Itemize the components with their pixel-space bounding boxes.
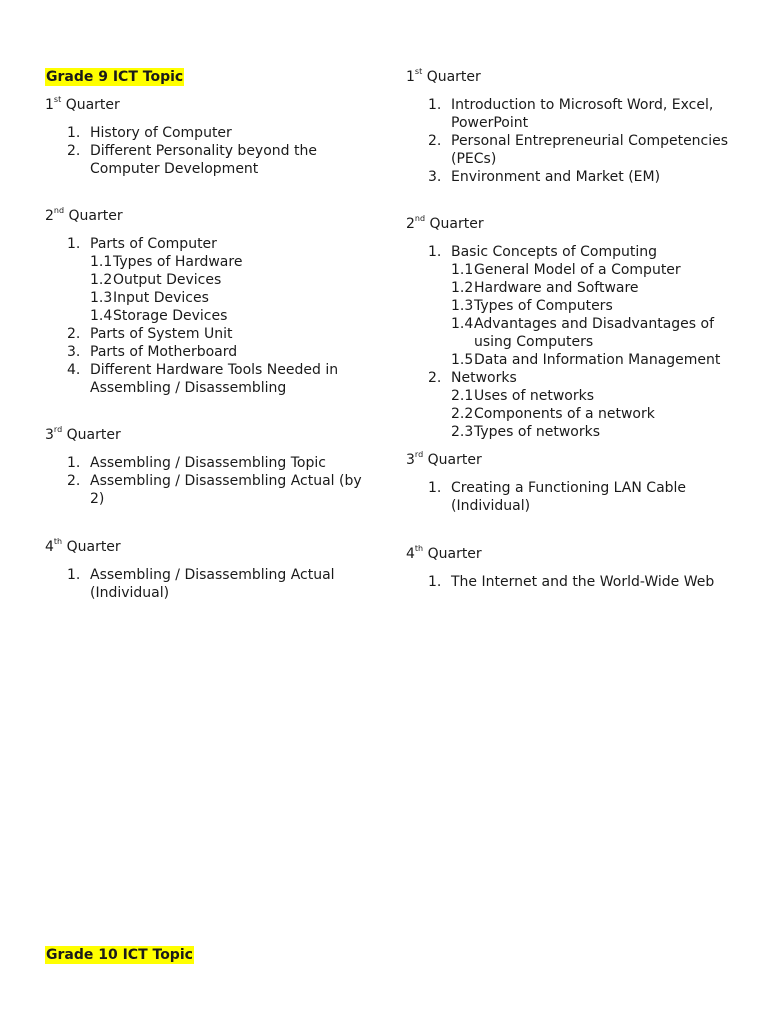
- subtopic-text: Components of a network: [474, 406, 655, 422]
- subtopic-list: [90, 253, 375, 325]
- topic-item: [406, 168, 736, 186]
- quarter-ordinal: rd: [53, 425, 63, 435]
- quarter-label: Quarter: [426, 69, 481, 85]
- topic-text: Parts of System Unit: [90, 326, 233, 342]
- quarter-heading: [406, 451, 736, 469]
- subtopic-number: 1.2: [451, 280, 474, 296]
- subtopic-item: [90, 307, 375, 325]
- quarter-heading: [45, 538, 375, 556]
- topic-item: [45, 472, 375, 508]
- subtopic-text: Uses of networks: [474, 388, 594, 404]
- topic-number: 2.: [67, 143, 81, 159]
- quarter-number: 4: [45, 539, 54, 555]
- topic-text: Parts of Motherboard: [90, 344, 238, 360]
- quarter-number: 2: [406, 216, 415, 232]
- subtopic-item: [451, 261, 736, 279]
- subtopic-text: Types of networks: [474, 424, 600, 440]
- subtopic-item: [451, 387, 736, 405]
- topic-list: [406, 96, 736, 186]
- quarter-ordinal: rd: [414, 450, 424, 460]
- topic-text: The Internet and the World-Wide Web: [451, 574, 715, 590]
- topic-number: 2.: [428, 133, 442, 149]
- subtopic-text: Types of Hardware: [113, 254, 243, 270]
- topic-text: Parts of Computer: [90, 236, 217, 252]
- topic-item: [45, 124, 375, 142]
- topic-item: [406, 243, 736, 369]
- quarter-label: Quarter: [427, 452, 482, 468]
- subtopic-number: 1.1: [451, 262, 474, 278]
- subtopic-number: 2.2: [451, 406, 474, 422]
- subtopic-number: 1.2: [90, 272, 113, 288]
- topic-item: [406, 96, 736, 132]
- quarter-heading: [45, 96, 375, 114]
- subtopic-number: 1.4: [451, 316, 474, 332]
- subtopic-text: Input Devices: [113, 290, 209, 306]
- quarter-ordinal: th: [414, 544, 424, 554]
- quarter-number: 4: [406, 546, 415, 562]
- quarter-heading: [406, 68, 736, 86]
- subtopic-list: [451, 261, 736, 369]
- grade9-column: [45, 68, 375, 602]
- subtopic-list: [451, 387, 736, 441]
- subtopic-number: 1.1: [90, 254, 113, 270]
- topic-number: 1.: [428, 97, 442, 113]
- subtopic-number: 1.5: [451, 352, 474, 368]
- topic-item: [45, 361, 375, 397]
- quarter-number: 1: [406, 69, 415, 85]
- quarter-label: Quarter: [427, 546, 482, 562]
- subtopic-text: Advantages and Disadvantages of using Computers: [474, 316, 715, 350]
- topic-text: Assembling / Disassembling Topic: [90, 455, 326, 471]
- quarter-heading: [406, 545, 736, 563]
- subtopic-item: [90, 271, 375, 289]
- topic-list: [45, 566, 375, 602]
- topic-number: 3.: [67, 344, 81, 360]
- subtopic-text: Hardware and Software: [474, 280, 639, 296]
- quarter-number: 2: [45, 208, 54, 224]
- subtopic-number: 2.3: [451, 424, 474, 440]
- quarter-heading: [45, 426, 375, 444]
- subtopic-item: [90, 253, 375, 271]
- topic-list: [45, 235, 375, 397]
- subtopic-number: 1.3: [451, 298, 474, 314]
- topic-item: [406, 573, 736, 591]
- grade9-quarters: [45, 96, 375, 602]
- grade10-title: Grade 10 ICT Topic: [46, 947, 193, 963]
- topic-list: [406, 573, 736, 591]
- quarter-heading: [406, 215, 736, 233]
- subtopic-item: [451, 315, 736, 351]
- topic-text: History of Computer: [90, 125, 232, 141]
- topic-number: 1.: [428, 244, 442, 260]
- topic-item: [45, 454, 375, 472]
- quarter-number: 3: [45, 427, 54, 443]
- topic-number: 1.: [428, 574, 442, 590]
- topic-text: Creating a Functioning LAN Cable (Individual): [451, 480, 687, 514]
- subtopic-item: [451, 279, 736, 297]
- quarter-ordinal: st: [414, 67, 423, 77]
- topic-list: [45, 124, 375, 178]
- quarter-number: 3: [406, 452, 415, 468]
- grade10-column: [406, 68, 736, 591]
- quarter-label: Quarter: [429, 216, 484, 232]
- subtopic-text: Output Devices: [113, 272, 222, 288]
- topic-text: Environment and Market (EM): [451, 169, 661, 185]
- topic-text: Personal Entrepreneurial Competencies (PECs): [451, 133, 729, 167]
- grade10-quarters: [406, 68, 736, 591]
- subtopic-number: 1.3: [90, 290, 113, 306]
- subtopic-text: Data and Information Management: [474, 352, 721, 368]
- topic-text: Introduction to Microsoft Word, Excel, PowerPoint: [451, 97, 714, 131]
- topic-number: 1.: [67, 455, 81, 471]
- topic-list: [406, 479, 736, 515]
- topic-item: [45, 566, 375, 602]
- quarter-label: Quarter: [65, 97, 120, 113]
- topic-text: Assembling / Disassembling Actual (Individual): [90, 567, 335, 601]
- topic-number: 4.: [67, 362, 81, 378]
- topic-number: 2.: [67, 473, 81, 489]
- topic-number: 1.: [428, 480, 442, 496]
- topic-text: Assembling / Disassembling Actual (by 2): [90, 473, 362, 507]
- topic-list: [45, 454, 375, 508]
- topic-item: [45, 343, 375, 361]
- subtopic-text: Types of Computers: [474, 298, 613, 314]
- topic-number: 1.: [67, 567, 81, 583]
- subtopic-text: Storage Devices: [113, 308, 228, 324]
- topic-text: Basic Concepts of Computing: [451, 244, 657, 260]
- subtopic-item: [90, 289, 375, 307]
- subtopic-item: [451, 351, 736, 369]
- quarter-label: Quarter: [66, 427, 121, 443]
- quarter-ordinal: nd: [53, 206, 65, 216]
- topic-item: [406, 479, 736, 515]
- subtopic-item: [451, 297, 736, 315]
- subtopic-item: [451, 405, 736, 423]
- topic-text: Networks: [451, 370, 517, 386]
- topic-text: Different Hardware Tools Needed in Assembling / Disassembling: [90, 362, 339, 396]
- topic-number: 1.: [67, 236, 81, 252]
- quarter-ordinal: st: [53, 95, 62, 105]
- quarter-label: Quarter: [68, 208, 123, 224]
- topic-number: 3.: [428, 169, 442, 185]
- subtopic-number: 2.1: [451, 388, 474, 404]
- quarter-label: Quarter: [66, 539, 121, 555]
- topic-item: [45, 142, 375, 178]
- topic-item: [406, 132, 736, 168]
- subtopic-number: 1.4: [90, 308, 113, 324]
- topic-number: 2.: [428, 370, 442, 386]
- grade9-title: Grade 9 ICT Topic: [46, 69, 184, 85]
- subtopic-item: [451, 423, 736, 441]
- quarter-ordinal: th: [53, 537, 63, 547]
- quarter-ordinal: nd: [414, 214, 426, 224]
- topic-item: [45, 325, 375, 343]
- topic-item: [406, 369, 736, 441]
- quarter-number: 1: [45, 97, 54, 113]
- topic-number: 1.: [67, 125, 81, 141]
- quarter-heading: [45, 207, 375, 225]
- topic-item: [45, 235, 375, 325]
- topic-number: 2.: [67, 326, 81, 342]
- topic-text: Different Personality beyond the Computer Development: [90, 143, 317, 177]
- subtopic-text: General Model of a Computer: [474, 262, 681, 278]
- topic-list: [406, 243, 736, 441]
